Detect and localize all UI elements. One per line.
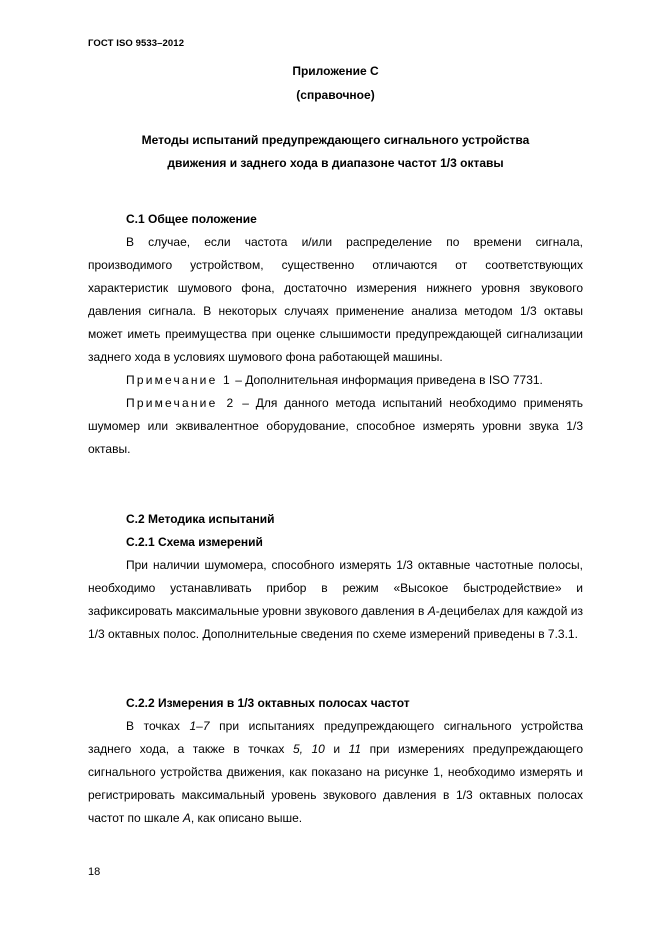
- c22-text-1: В точках: [126, 719, 190, 733]
- section-c1-paragraph: В случае, если частота и/или распределение по времени сигнала, производимого устройством, существенно отличаются от соответствующих характеристик шумового фона, достаточно измерения нижнего уровня звукового давления сигнала. В некоторых случаях применение анализа методом 1/3 октавы может иметь преимущества при оценке слышимости предупреждающей сигнализации заднего хода в условиях шумового фона работающей машины.: [88, 235, 583, 364]
- section-c22-paragraph: [88, 715, 583, 830]
- c22-text-2: при испытаниях предупреждающего сигнального устройства заднего хода, а также в точках: [88, 719, 583, 756]
- section-c1-heading: С.1 Общее положение: [126, 212, 257, 226]
- c21-text-a: При наличии шумомера, способного измерять 1/3 октавные частотные полосы, необходимо устанавливать прибор в режим «Высокое быстродействие» и зафиксировать максимальные уровни звукового давления в: [88, 558, 583, 618]
- c22-text-4: при измерениях предупреждающего сигнального устройства движения, как показано на рисунке 1, необходимо измерять и регистрировать максимальный уровень звукового давления в 1/3 октавных полосах частот по шкале: [88, 742, 583, 825]
- c22-italic-2: 5, 10: [292, 742, 325, 756]
- c22-italic-4: А: [182, 811, 191, 825]
- note-2-text: – Для данного метода испытаний необходимо применять шумомер или эквивалентное оборудование, способное измерять уровни звука 1/3 октавы.: [88, 396, 583, 456]
- annex-type: (справочное): [296, 88, 375, 102]
- section-c1: [88, 208, 583, 461]
- c22-text-5: , как описано выше.: [190, 811, 303, 825]
- section-c22: [88, 692, 583, 830]
- note-2: [88, 392, 583, 461]
- page-number: 18: [88, 866, 101, 878]
- section-c21-paragraph: [88, 554, 583, 646]
- annex-heading-line1: Методы испытаний предупреждающего сигнального устройства: [141, 133, 530, 147]
- section-c21-heading: С.2.1 Схема измерений: [126, 535, 263, 549]
- note-1-text: – Дополнительная информация приведена в ISO 7731.: [231, 373, 543, 387]
- annex-title: Приложение С: [292, 64, 379, 78]
- section-c2: [88, 508, 583, 646]
- note-1-label: Примечание 1: [126, 373, 232, 387]
- c22-italic-1: 1–7: [189, 719, 210, 733]
- c21-italic-a: А: [427, 604, 436, 618]
- c22-text-3: и: [324, 742, 349, 756]
- note-1: [88, 369, 583, 392]
- section-c22-heading: С.2.2 Измерения в 1/3 октавных полосах частот: [126, 696, 410, 710]
- section-c2-heading: С.2 Методика испытаний: [126, 512, 275, 526]
- standard-header: ГОСТ ISO 9533–2012: [88, 38, 185, 49]
- c21-text-b: -децибелах для каждой из 1/3 октавных полос. Дополнительные сведения по схеме измерений приведены в 7.3.1.: [88, 604, 583, 641]
- note-2-label: Примечание 2: [126, 396, 236, 410]
- c22-italic-3: 11: [348, 742, 362, 756]
- annex-heading-line2: движения и заднего хода в диапазоне частот 1/3 октавы: [167, 156, 504, 170]
